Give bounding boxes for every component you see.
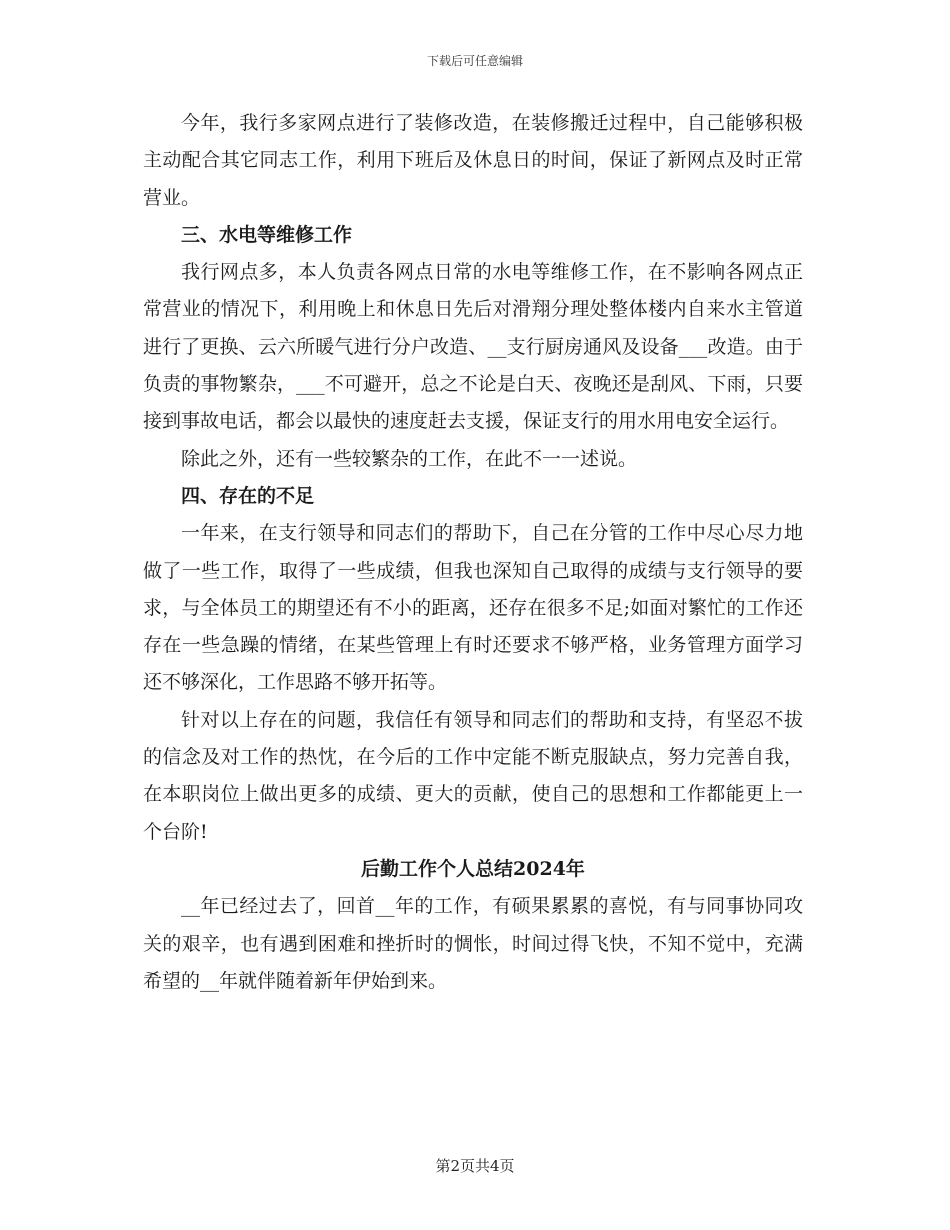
paragraph-other-work: 除此之外，还有一些较繁杂的工作，在此不一一述说。 bbox=[181, 447, 638, 470]
document-title: 后勤工作个人总结2024年 bbox=[361, 857, 585, 880]
paragraph-improvement: 针对以上存在的问题，我信任有领导和同志们的帮助和支持，有坚忍不拔的信念及对工作的热忱，在今后的工作中定能不断克服缺点，努力完善自我，在本职岗位上做出更多的成绩、更大的贡献，使自己的思想和工作都能更上一个台阶! bbox=[143, 708, 803, 843]
document-body bbox=[143, 105, 803, 1000]
paragraph-shortcomings: 一年来，在支行领导和同志们的帮助下，自己在分管的工作中尽心尽力地做了一些工作，取得了一些成绩，但我也深知自己取得的成绩与支行领导的要求，与全体员工的期望还有不小的距离，还存在很多不足;如面对繁忙的工作还存在一些急躁的情绪，在某些管理上有时还要求不够严格，业务管理方面学习还不够深化，工作思路不够开拓等。 bbox=[143, 522, 803, 694]
section-heading-maintenance: 三、水电等维修工作 bbox=[181, 223, 353, 246]
paragraph-intro: __年已经过去了，回首__年的工作，有硕果累累的喜悦，有与同事协同攻关的艰辛，也有遇到困难和挫折时的惆怅，时间过得飞快，不知不觉中，充满希望的__年就伴随着新年伊始到来。 bbox=[143, 895, 803, 992]
paragraph-maintenance: 我行网点多，本人负责各网点日常的水电等维修工作，在不影响各网点正常营业的情况下，利用晚上和休息日先后对滑翔分理处整体楼内自来水主管道进行了更换、云六所暖气进行分户改造、__支行厨房通风及设备___改造。由于负责的事物繁杂，___不可避开，总之不论是白天、夜晚还是刮风、下雨，只要接到事故电话，都会以最快的速度赶去支援，保证支行的用水用电安全运行。 bbox=[143, 261, 803, 433]
page-number: 第2页共4页 bbox=[435, 1157, 515, 1175]
paragraph-renovation: 今年，我行多家网点进行了装修改造，在装修搬迁过程中，自己能够积极主动配合其它同志工作，利用下班后及休息日的时间，保证了新网点及时正常营业。 bbox=[143, 112, 803, 209]
header-note: 下载后可任意编辑 bbox=[426, 54, 523, 68]
section-heading-shortcomings: 四、存在的不足 bbox=[181, 484, 315, 507]
